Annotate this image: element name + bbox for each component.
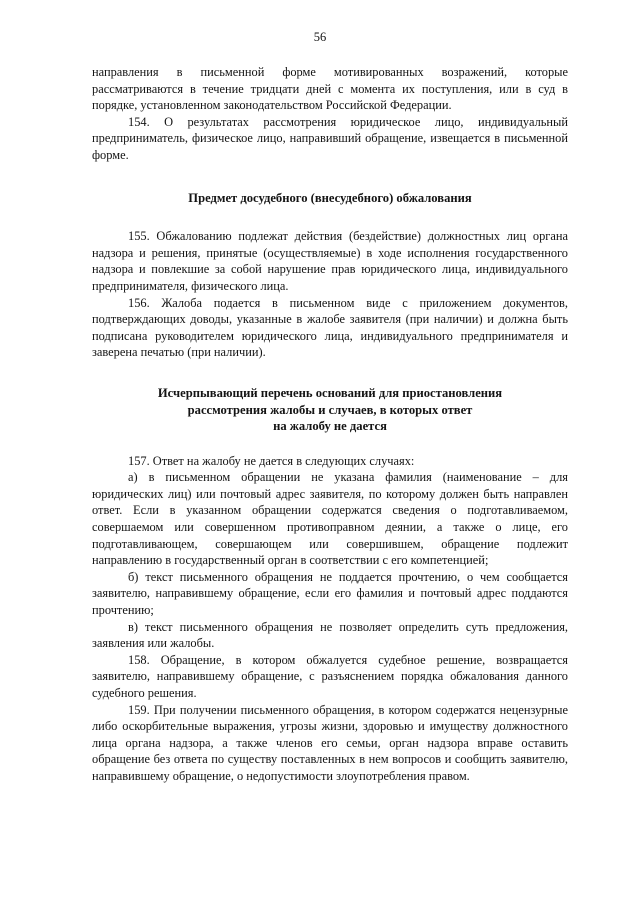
paragraph: 157. Ответ на жалобу не дается в следующих случаях:	[128, 453, 415, 468]
heading-line: Исчерпывающий перечень оснований для приостановления	[157, 385, 503, 400]
paragraphs-top	[92, 64, 568, 164]
page-number: 56	[313, 30, 327, 44]
heading-line: на жалобу не дается	[273, 419, 387, 434]
paragraph: направления в письменной форме мотивированных возражений, которые рассматриваются в течение тридцати дней с момента их поступления, или в суд в порядке, установленном законодательством Российской Федерации.	[92, 65, 568, 113]
paragraph: а) в письменном обращении не указана фамилия (наименование – для юридических лиц) или почтовый адрес заявителя, по которому должен быть направлен ответ. Если в указанном обращении содержатся сведения о подготавливаемом, совершаемом или совершенном противоправном деянии, а также о лице, его подготавливающем, совершающем или совершившем, обращение подлежит направлению в государственный орган в соответствии с его компетенцией;	[92, 470, 568, 568]
paragraphs-bottom	[92, 453, 568, 785]
paragraph: 155. Обжалованию подлежат действия (бездействие) должностных лиц органа надзора и решения, принятые (осуществляемые) в ходе исполнения государственного надзора и повлекшие за собой нарушение прав юридического лица, индивидуального предпринимателя, физического лица.	[92, 229, 568, 293]
section-heading-grounds-no-answer	[92, 385, 568, 435]
heading-line: рассмотрения жалобы и случаев, в которых ответ	[187, 402, 473, 417]
paragraph: б) текст письменного обращения не поддается прочтению, о чем сообщается заявителю, направившему обращение, если его фамилия и почтовый адрес поддаются прочтению;	[92, 569, 568, 618]
document-body	[92, 64, 568, 785]
paragraph: 158. Обращение, в котором обжалуется судебное решение, возвращается заявителю, направившему обращение, с разъяснением порядка обжалования данного судебного решения.	[92, 652, 568, 700]
paragraphs-middle	[92, 228, 568, 361]
paragraph: 156. Жалоба подается в письменном виде с приложением документов, подтверждающих доводы, указанные в жалобе заявителя (при наличии) и должна быть подписана руководителем юридического лица, индивидуального предпринимателя и заверена печатью (при наличии).	[92, 295, 568, 360]
heading-line: Предмет досудебного (внесудебного) обжалования	[188, 190, 472, 205]
paragraph: в) текст письменного обращения не позволяет определить суть предложения, заявления или жалобы.	[92, 619, 568, 651]
paragraph: 154. О результатах рассмотрения юридическое лицо, индивидуальный предприниматель, физическое лицо, направивший обращение, извещается в письменной форме.	[92, 114, 568, 162]
section-heading-appeal-subject	[92, 190, 568, 207]
paragraph: 159. При получении письменного обращения, в котором содержатся нецензурные либо оскорбительные выражения, угрозы жизни, здоровью и имуществу должностного лица органа надзора, а также членов его семьи, орган надзора вправе оставить обращение без ответа по существу поставленных в нем вопросов и сообщить заявителю, направившему обращение, о недопустимости злоупотребления правом.	[92, 702, 568, 783]
